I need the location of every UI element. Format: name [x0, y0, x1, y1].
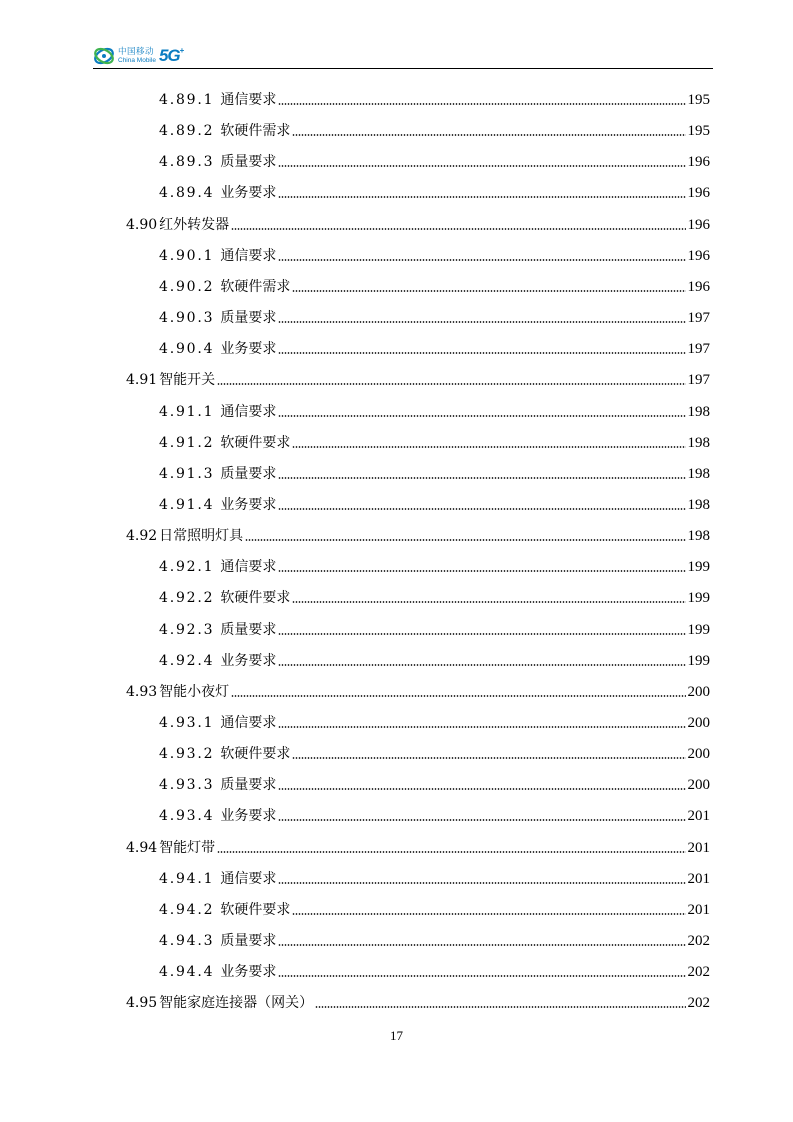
toc-entry[interactable]: [126, 677, 710, 701]
toc-entry[interactable]: [126, 116, 710, 140]
toc-entry-page: 198: [687, 434, 710, 451]
toc-entry[interactable]: [126, 646, 710, 670]
china-mobile-swirl-icon: [93, 45, 115, 67]
toc-entry-page: 198: [687, 465, 710, 482]
toc-entry-page: 196: [687, 247, 710, 264]
toc-dot-leader: [292, 446, 685, 448]
toc-dot-leader: [278, 196, 685, 198]
header-rule: [93, 68, 713, 69]
toc-entry-title: 软硬件需求: [220, 123, 291, 140]
toc-entry-number: 4.89.1: [159, 92, 215, 108]
logo-plus-mark: +: [179, 45, 185, 55]
toc-entry[interactable]: [126, 770, 710, 794]
toc-entry[interactable]: [126, 85, 710, 109]
page-number: 17: [390, 1028, 403, 1043]
toc-entry-title: 智能家庭连接器（网关）: [159, 995, 314, 1012]
toc-entry-page: 201: [687, 901, 710, 918]
toc-entry-title: 质量要求: [220, 310, 277, 327]
logo-chinese-text: 中国移动: [118, 46, 155, 57]
toc-entry-page: 198: [687, 403, 710, 420]
toc-entry-number: 4.94.2: [159, 901, 215, 918]
toc-entry[interactable]: [126, 210, 710, 234]
toc-entry-title: 通信要求: [220, 92, 277, 108]
toc-entry-number: 4.94.1: [159, 870, 215, 887]
toc-dot-leader: [231, 228, 685, 230]
toc-entry-number: 4.89.2: [159, 123, 215, 140]
toc-entry-number: 4.93: [126, 683, 158, 700]
toc-entry[interactable]: [126, 241, 710, 265]
toc-dot-leader: [278, 508, 685, 510]
toc-entry-number: 4.93.3: [159, 777, 215, 794]
toc-entry[interactable]: [126, 708, 710, 732]
toc-entry-title: 通信要求: [220, 870, 277, 887]
toc-entry-title: 质量要求: [220, 465, 277, 482]
toc-dot-leader: [278, 165, 685, 167]
toc-entry-title: 日常照明灯具: [159, 528, 244, 545]
toc-entry[interactable]: [126, 303, 710, 327]
toc-entry-number: 4.90.3: [159, 310, 215, 327]
toc-entry[interactable]: [126, 178, 710, 202]
toc-entry-title: 智能开关: [159, 372, 216, 389]
toc-entry-number: 4.91.2: [159, 434, 215, 451]
toc-dot-leader: [278, 633, 685, 635]
toc-dot-leader: [245, 539, 685, 541]
toc-entry[interactable]: [126, 552, 710, 576]
toc-entry[interactable]: [126, 895, 710, 919]
toc-dot-leader: [217, 383, 685, 385]
china-mobile-logo: [93, 43, 184, 69]
toc-entry[interactable]: [126, 272, 710, 296]
toc-entry-page: 196: [687, 185, 710, 202]
logo-english-text: China Mobile: [118, 57, 156, 64]
toc-entry-number: 4.93.4: [159, 808, 215, 825]
toc-entry-page: 198: [687, 528, 710, 545]
toc-dot-leader: [292, 757, 685, 759]
toc-dot-leader: [278, 819, 685, 821]
toc-entry-page: 196: [687, 154, 710, 171]
toc-entry-title: 业务要求: [220, 964, 277, 981]
toc-entry-page: 196: [687, 278, 710, 295]
toc-entry-page: 199: [687, 559, 710, 576]
toc-entry-title: 质量要求: [220, 777, 277, 794]
toc-entry-number: 4.89.3: [159, 154, 215, 171]
toc-entry-page: 202: [687, 933, 710, 950]
toc-entry[interactable]: [126, 583, 710, 607]
toc-entry-number: 4.95: [126, 995, 158, 1012]
toc-entry[interactable]: [126, 926, 710, 950]
logo-5g-mark: 5G: [158, 46, 180, 65]
toc-dot-leader: [278, 259, 685, 261]
toc-entry-number: 4.94: [126, 839, 158, 856]
toc-entry[interactable]: [126, 864, 710, 888]
toc-entry[interactable]: [126, 521, 710, 545]
toc-dot-leader: [292, 134, 685, 136]
toc-entry[interactable]: [126, 334, 710, 358]
toc-entry-page: 202: [687, 995, 710, 1012]
toc-entry-number: 4.92: [126, 528, 158, 545]
toc-entry-number: 4.92.3: [159, 621, 215, 638]
toc-entry[interactable]: [126, 147, 710, 171]
toc-entry-title: 软硬件要求: [220, 590, 291, 607]
toc-dot-leader: [278, 321, 685, 323]
toc-dot-leader: [292, 290, 685, 292]
toc-entry-page: 199: [687, 621, 710, 638]
page-header: [93, 40, 713, 70]
toc-entry-page: 201: [687, 808, 710, 825]
toc-entry-page: 195: [687, 123, 710, 140]
toc-dot-leader: [278, 664, 685, 666]
toc-entry-page: 198: [687, 496, 710, 513]
toc-entry-title: 通信要求: [220, 247, 277, 264]
toc-dot-leader: [315, 1006, 685, 1008]
toc-dot-leader: [217, 851, 685, 853]
toc-entry-page: 201: [687, 839, 710, 856]
toc-entry-title: 业务要求: [220, 341, 277, 358]
toc-dot-leader: [278, 477, 685, 479]
toc-entry[interactable]: [126, 739, 710, 763]
toc-dot-leader: [278, 415, 685, 417]
toc-entry-title: 软硬件要求: [220, 434, 291, 451]
toc-entry-number: 4.92.4: [159, 652, 215, 669]
toc-entry[interactable]: [126, 801, 710, 825]
toc-entry[interactable]: [126, 833, 710, 857]
toc-entry-title: 质量要求: [220, 154, 277, 171]
toc-entry-number: 4.90.4: [159, 341, 215, 358]
toc-entry[interactable]: [126, 615, 710, 639]
toc-entry[interactable]: [126, 957, 710, 981]
toc-entry-title: 软硬件要求: [220, 901, 291, 918]
toc-entry-title: 质量要求: [220, 621, 277, 638]
toc-entry-title: 红外转发器: [159, 216, 230, 233]
toc-entry-page: 197: [687, 341, 710, 358]
toc-entry-page: 202: [687, 964, 710, 981]
toc-dot-leader: [278, 570, 685, 572]
toc-entry-title: 质量要求: [220, 933, 277, 950]
toc-entry-page: 200: [687, 683, 710, 700]
toc-entry-number: 4.92.1: [159, 559, 215, 576]
toc-entry[interactable]: [126, 988, 710, 1012]
toc-entry-page: 201: [687, 870, 710, 887]
toc-entry-number: 4.91.3: [159, 465, 215, 482]
toc-entry-number: 4.91.4: [159, 496, 215, 513]
toc-entry-number: 4.93.2: [159, 746, 215, 763]
toc-entry-title: 智能灯带: [159, 839, 216, 856]
toc-entry-page: 195: [687, 92, 710, 108]
toc-entry-page: 197: [687, 310, 710, 327]
toc-entry-number: 4.91.1: [159, 403, 215, 420]
toc-entry-number: 4.94.3: [159, 933, 215, 950]
toc-dot-leader: [231, 695, 685, 697]
toc-entry-number: 4.90.1: [159, 247, 215, 264]
toc-dot-leader: [278, 944, 685, 946]
toc-entry-page: 199: [687, 590, 710, 607]
toc-entry-page: 200: [687, 715, 710, 731]
toc-dot-leader: [278, 352, 685, 354]
toc-entry-number: 4.92.2: [159, 590, 215, 607]
toc-entry-page: 196: [687, 216, 710, 233]
toc-entry-number: 4.91: [126, 372, 158, 389]
toc-dot-leader: [278, 975, 685, 977]
toc-entry[interactable]: [126, 428, 710, 452]
toc-entry-page: 200: [687, 777, 710, 794]
toc-entry-title: 业务要求: [220, 185, 277, 202]
toc-entry-title: 业务要求: [220, 496, 277, 513]
toc-entry[interactable]: [126, 397, 710, 421]
toc-entry-title: 软硬件要求: [220, 746, 291, 763]
toc-entry-number: 4.93.1: [159, 715, 215, 731]
toc-dot-leader: [278, 882, 685, 884]
toc-entry[interactable]: [126, 490, 710, 514]
toc-entry-title: 业务要求: [220, 652, 277, 669]
toc-dot-leader: [278, 726, 685, 728]
toc-entry-number: 4.90: [126, 216, 158, 233]
toc-dot-leader: [292, 913, 685, 915]
toc-entry-page: 199: [687, 652, 710, 669]
toc-entry-title: 通信要求: [220, 559, 277, 576]
toc-entry-title: 通信要求: [220, 715, 277, 731]
toc-entry-number: 4.89.4: [159, 185, 215, 202]
toc-entry-title: 通信要求: [220, 403, 277, 420]
toc-entry-number: 4.90.2: [159, 278, 215, 295]
toc-dot-leader: [292, 601, 685, 603]
toc-entry[interactable]: [126, 365, 710, 389]
toc-entry-title: 业务要求: [220, 808, 277, 825]
toc-entry-page: 200: [687, 746, 710, 763]
toc-entry[interactable]: [126, 459, 710, 483]
toc-dot-leader: [278, 788, 685, 790]
toc-entry-page: 197: [687, 372, 710, 389]
toc-entry-number: 4.94.4: [159, 964, 215, 981]
toc-dot-leader: [278, 103, 685, 105]
toc-entry-title: 软硬件需求: [220, 278, 291, 295]
toc-entry-title: 智能小夜灯: [159, 683, 230, 700]
